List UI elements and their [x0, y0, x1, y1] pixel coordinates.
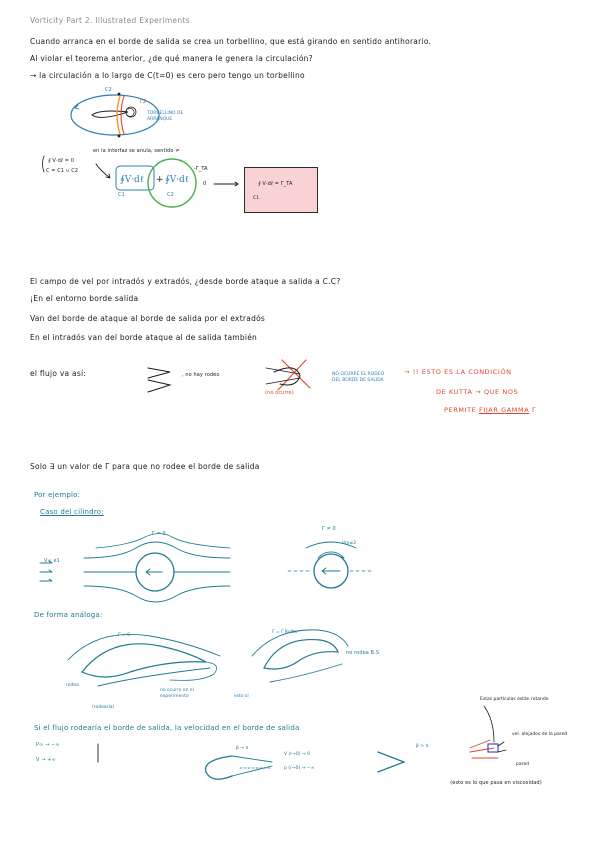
gamma-zero: Γ = 0	[152, 531, 166, 537]
v-inf: V∞ e1	[44, 558, 60, 564]
gamma-nonzero: Γ ≠ 0	[322, 526, 336, 532]
label-torbellino: TORBELLINO DE ARRANQUE	[147, 111, 184, 122]
r-line2: p (r→0) → −∞	[284, 766, 315, 771]
esto-es: (esto es lo que pasa en viscosidad)	[450, 780, 542, 786]
por-ejemplo: Por ejemplo:	[34, 491, 81, 499]
no-ocurre-exp: no ocurre en el experimento	[160, 688, 194, 699]
eq-zero: 0	[203, 181, 207, 187]
caso-cilindro: Caso del cilindro:	[40, 508, 104, 516]
text-line: ¡En el entorno borde salida	[30, 294, 139, 303]
eq-mid-result: -Γ_TA	[194, 166, 208, 172]
tiny-note: Estas partículas están rotando	[480, 697, 549, 702]
eq-left-top: ∮ V·dℓ = 0	[48, 158, 74, 164]
flow-sketch	[148, 360, 310, 392]
flow-label: el flujo va así:	[30, 369, 87, 378]
svg-text:+: +	[156, 175, 164, 185]
beta-small: β → π	[236, 746, 249, 751]
de-forma: De forma análoga:	[34, 611, 103, 619]
text-line: → la circulación a lo largo de C(t=0) es cero pero tengo un torbellino	[30, 71, 305, 80]
eq-mid-c2: C2	[167, 192, 174, 198]
text-line: Al violar el teorema anterior, ¿de qué manera le genera la circulación?	[30, 54, 313, 63]
page-title: Vorticity Part 2. Illustrated Experiments	[30, 16, 190, 25]
text-line: Van del borde de ataque al borde de salida por el extradós	[30, 314, 266, 323]
kutta-underline: FIJAR GAMMA	[479, 406, 530, 414]
p-line: P∞ → −∞	[36, 742, 60, 748]
ana-gamma0: Γ = 0	[118, 633, 131, 638]
text-line: Solo ∃ un valor de Γ para que no rodee el borde de salida	[30, 462, 260, 471]
flow-blue-note: NO OCURRE EL RODEO DEL BORDE DE SALIDA	[332, 372, 385, 383]
flow-no-ocurre: (no ocurre)	[265, 390, 294, 396]
esto-si: esto sí	[234, 694, 249, 699]
vel-alejados: vel. alejados de la pared	[512, 732, 568, 737]
no-rodea: no rodea B.S	[346, 650, 380, 656]
text-line: Cuando arranca en el borde de salida se crea un torbellino, que está girando en sentido antihorario.	[30, 37, 432, 46]
kutta-line1: → !! ESTO ES LA CONDICIÓN	[404, 368, 512, 376]
eq-mid-c1: C1	[118, 192, 125, 198]
label-c2: C2	[105, 87, 112, 93]
kutta-line2: DE KUTTA → QUE NOS	[436, 388, 519, 396]
flow-no-rodeo: , no hay rodeo	[182, 372, 220, 378]
label-gamma2: Γ2	[140, 99, 147, 105]
beta-big: β > π	[416, 744, 429, 749]
kutta-line3: PERMITE FIJAR GAMMA Γ	[444, 406, 537, 414]
rodeo-paren: (rodearía)	[92, 705, 115, 710]
rodea: rodea	[66, 683, 79, 688]
eq-box-sub: C1	[253, 196, 260, 201]
airfoil-analogy-sketches	[68, 630, 348, 686]
airfoil-contour-diagram	[71, 93, 159, 138]
cylinder-flow-gamma-zero	[40, 534, 230, 603]
equation-diagram	[43, 156, 239, 207]
cyl-label: Vm≠2	[342, 541, 357, 546]
text-line: En el intradós van del borde ataque al de salida también	[30, 333, 258, 342]
final-line: Si el flujo rodearía el borde de salida, la velocidad en el borde de salida	[34, 724, 300, 732]
ana-gamma-kutta: Γ = Γ Kutta	[272, 630, 297, 635]
r-line1: V (r→0) → 0	[284, 752, 310, 757]
svg-text:∮V·dℓ: ∮V·dℓ	[165, 175, 190, 185]
svg-text:∮V·dℓ: ∮V·dℓ	[120, 175, 145, 185]
eq-box: ∮ V·dℓ = Γ_TA	[258, 181, 293, 187]
text-line: El campo de vel por intradós y extradós, ¿desde borde ataque a salida a C.C?	[30, 277, 341, 286]
note-interfaz: en la interfaz se anula, sentido ≠	[93, 148, 180, 154]
cylinder-flow-gamma-nonzero	[288, 542, 374, 588]
pared-label: pared	[516, 762, 529, 767]
edge-flow-sketches	[98, 706, 506, 779]
eq-left-bottom: C = C1 ∪ C2	[46, 168, 79, 174]
v-line: V → +∞	[36, 757, 56, 763]
